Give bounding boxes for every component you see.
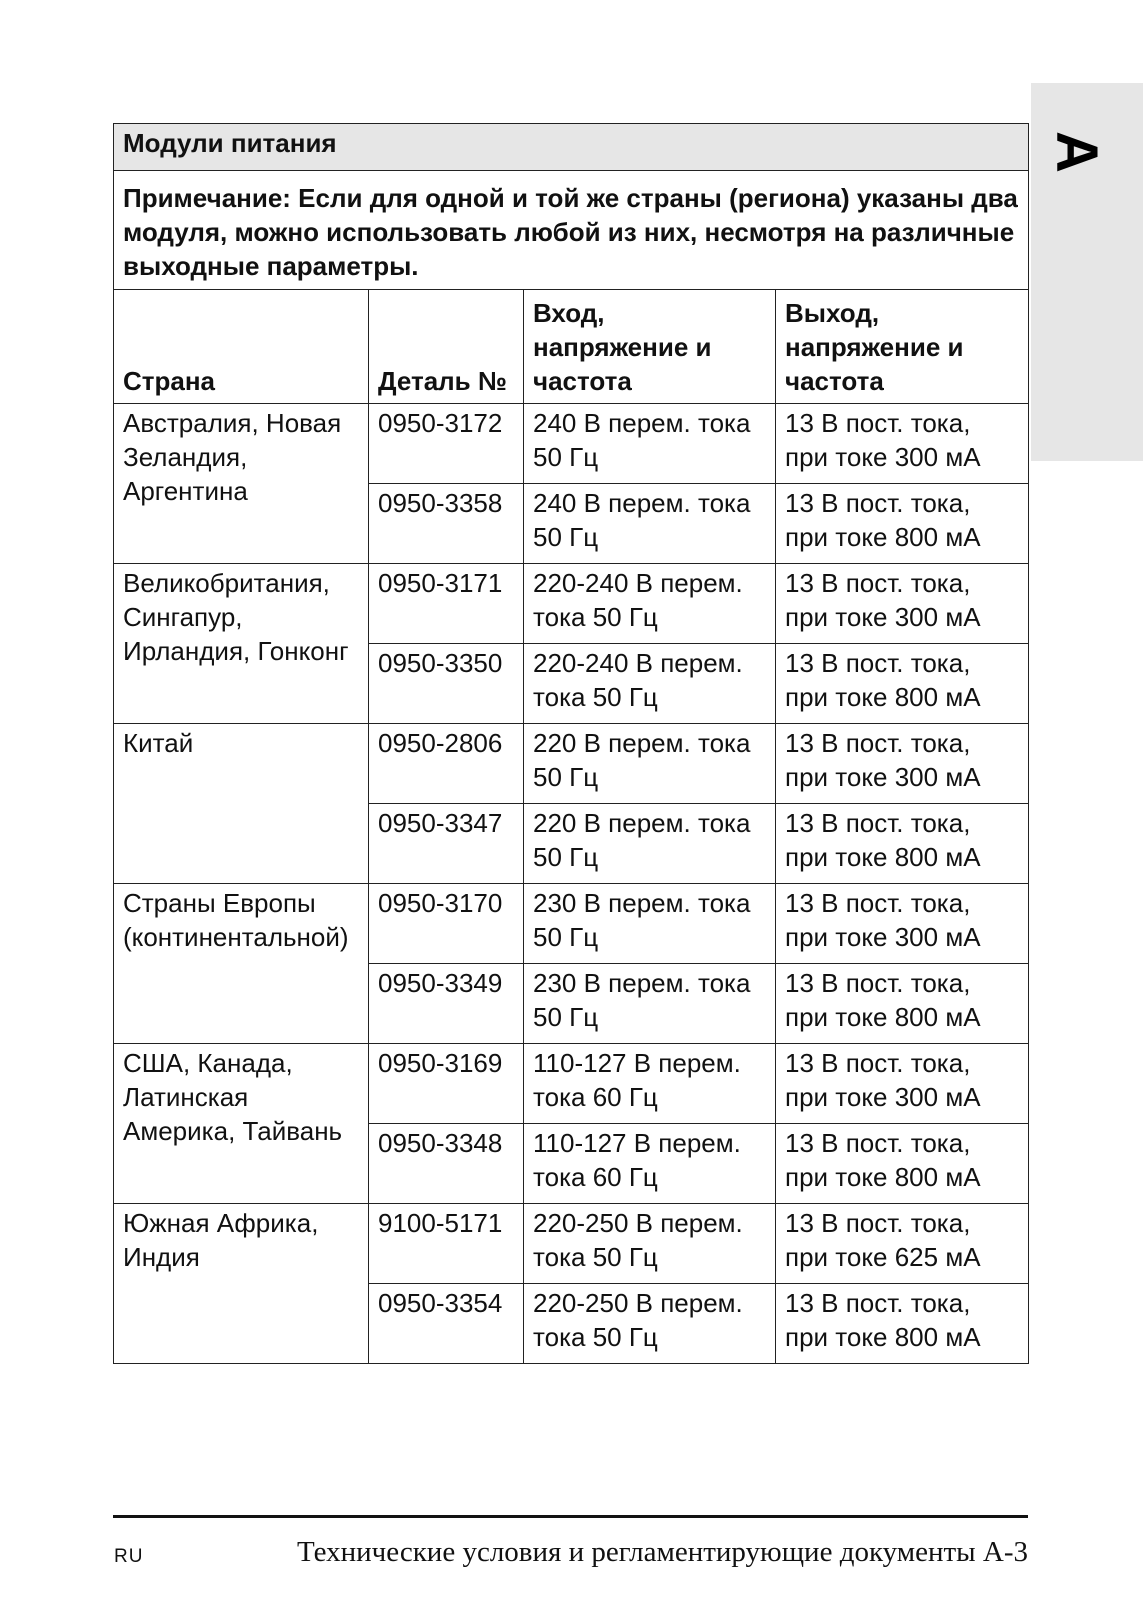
country-cell: Великобритания, Сингапур, Ирландия, Гонконг — [114, 564, 369, 724]
part-cell: 0950-3171 — [369, 564, 524, 644]
input-cell: 110-127 В перем. тока 60 Гц — [524, 1044, 776, 1124]
part-cell: 0950-3348 — [369, 1124, 524, 1204]
input-cell: 220 В перем. тока 50 Гц — [524, 724, 776, 804]
footer-language: RU — [114, 1546, 144, 1567]
output-cell: 13 В пост. тока, при токе 800 мА — [776, 1124, 1029, 1204]
input-cell: 240 В перем. тока 50 Гц — [524, 484, 776, 564]
part-cell: 0950-2806 — [369, 724, 524, 804]
part-cell: 0950-3347 — [369, 804, 524, 884]
part-cell: 0950-3169 — [369, 1044, 524, 1124]
power-modules-table — [113, 123, 1029, 1364]
part-cell: 0950-3350 — [369, 644, 524, 724]
country-cell: Китай — [114, 724, 369, 884]
output-cell: 13 В пост. тока, при токе 300 мА — [776, 404, 1029, 484]
input-cell: 220-240 В перем. тока 50 Гц — [524, 644, 776, 724]
header-input: Вход, напряжение и частота — [524, 290, 776, 404]
output-cell: 13 В пост. тока, при токе 625 мА — [776, 1204, 1029, 1284]
input-cell: 220-250 В перем. тока 50 Гц — [524, 1204, 776, 1284]
country-cell: Австралия, Новая Зеландия, Аргентина — [114, 404, 369, 564]
part-cell: 0950-3349 — [369, 964, 524, 1044]
part-cell: 9100-5171 — [369, 1204, 524, 1284]
output-cell: 13 В пост. тока, при токе 800 мА — [776, 644, 1029, 724]
table-row — [114, 1204, 1029, 1284]
header-part: Деталь № — [369, 290, 524, 404]
footer-title: Технические условия и регламентирующие документы А-3 — [297, 1536, 1028, 1568]
country-cell: Южная Африка, Индия — [114, 1204, 369, 1364]
table-title: Модули питания — [114, 124, 1029, 171]
input-cell: 220-250 В перем. тока 50 Гц — [524, 1284, 776, 1364]
table-row — [114, 404, 1029, 484]
input-cell: 230 В перем. тока 50 Гц — [524, 964, 776, 1044]
table-row — [114, 1044, 1029, 1124]
table-note: Примечание: Если для одной и той же страны (региона) указаны два модуля, можно использовать любой из них, несмотря на различные выходные параметры. — [114, 171, 1029, 290]
part-cell: 0950-3358 — [369, 484, 524, 564]
output-cell: 13 В пост. тока, при токе 800 мА — [776, 804, 1029, 884]
table-row — [114, 724, 1029, 804]
part-cell: 0950-3172 — [369, 404, 524, 484]
footer-rule — [113, 1515, 1028, 1518]
header-country: Страна — [114, 290, 369, 404]
output-cell: 13 В пост. тока, при токе 300 мА — [776, 564, 1029, 644]
input-cell: 220 В перем. тока 50 Гц — [524, 804, 776, 884]
input-cell: 220-240 В перем. тока 50 Гц — [524, 564, 776, 644]
table-row — [114, 884, 1029, 964]
output-cell: 13 В пост. тока, при токе 300 мА — [776, 1044, 1029, 1124]
header-output: Выход, напряжение и частота — [776, 290, 1029, 404]
country-cell: США, Канада, Латинская Америка, Тайвань — [114, 1044, 369, 1204]
section-tab-letter: A — [1044, 131, 1109, 173]
input-cell: 110-127 В перем. тока 60 Гц — [524, 1124, 776, 1204]
output-cell: 13 В пост. тока, при токе 800 мА — [776, 964, 1029, 1044]
country-cell: Страны Европы (континентальной) — [114, 884, 369, 1044]
input-cell: 240 В перем. тока 50 Гц — [524, 404, 776, 484]
output-cell: 13 В пост. тока, при токе 800 мА — [776, 1284, 1029, 1364]
output-cell: 13 В пост. тока, при токе 300 мА — [776, 884, 1029, 964]
part-cell: 0950-3354 — [369, 1284, 524, 1364]
output-cell: 13 В пост. тока, при токе 800 мА — [776, 484, 1029, 564]
input-cell: 230 В перем. тока 50 Гц — [524, 884, 776, 964]
table-row — [114, 564, 1029, 644]
output-cell: 13 В пост. тока, при токе 300 мА — [776, 724, 1029, 804]
part-cell: 0950-3170 — [369, 884, 524, 964]
